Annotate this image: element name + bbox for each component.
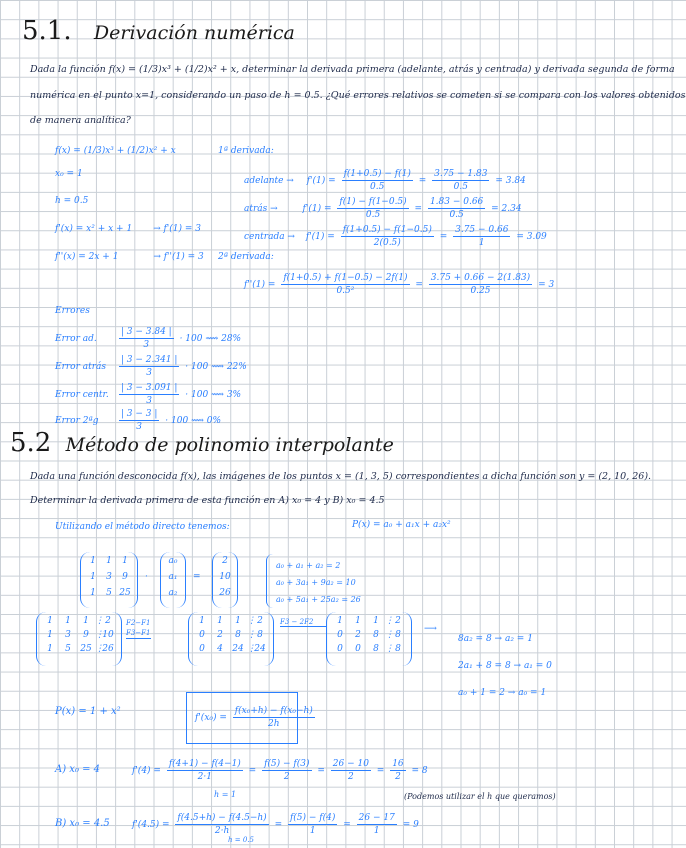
- part-a-den: 2·1: [197, 772, 212, 782]
- part-b-label: B) x₀ = 4.5: [55, 818, 110, 829]
- box-num: f(x₀+h) − f(x₀−h): [234, 706, 313, 716]
- function-def: f(x) = (1/3)x³ + (1/2)x² + x: [55, 146, 176, 156]
- matrix-cell: 1: [122, 556, 128, 566]
- augmented-matrix-1-grid: [189, 612, 273, 658]
- central-formula: [341, 224, 434, 249]
- part-b-sub-den: 1: [309, 826, 316, 836]
- part-b-result: = 9: [402, 820, 419, 830]
- part-a-sub2-den: 2: [347, 772, 354, 782]
- matrix-cell: 1: [217, 616, 223, 626]
- matrix-cell: 3: [106, 572, 112, 582]
- solution-step: 8a₂ = 8 → a₂ = 1: [458, 634, 533, 644]
- vector-cell: 10: [219, 572, 231, 582]
- part-a-lhs: f'(4) =: [132, 766, 161, 776]
- interpolating-polynomial: P(x) = 1 + x²: [55, 706, 121, 717]
- augmented-matrix-0-grid: [37, 612, 121, 658]
- equals-sign: =: [193, 572, 201, 582]
- part-a-sub2-num: 26 − 10: [332, 759, 369, 769]
- statement-line-1: Dada la función f(x) = (1/3)x³ + (1/2)x² + x, determinar la derivada primera (adelante, atrás y centrada) y derivada segunda de forma: [30, 64, 675, 75]
- part-b-lhs: f'(4.5) =: [132, 820, 170, 830]
- matrix-cell: 1: [235, 616, 241, 626]
- general-polynomial: P(x) = a₀ + a₁x + a₂x²: [352, 520, 451, 530]
- augmented-matrix-1: [188, 612, 274, 666]
- part-a-result: = 8: [411, 766, 428, 776]
- matrix-cell: 9: [83, 630, 89, 640]
- part-b-h: h = 0.5: [228, 836, 254, 844]
- backward-substitution: [428, 196, 485, 221]
- error-backward-den: 3: [146, 368, 153, 378]
- equation: a₀ + 5a₁ + 25a₂ = 26: [276, 595, 361, 604]
- matrix-cell: 1: [65, 616, 71, 626]
- section-number: 5.2: [10, 428, 52, 458]
- error-central-frac: [119, 382, 180, 407]
- matrix-cell: 2: [257, 616, 263, 626]
- augmented-separator: ⋮: [95, 644, 104, 654]
- section-title-text: Derivación numérica: [93, 22, 295, 44]
- backward-formula: [337, 196, 408, 221]
- central-formula-boxed: [195, 705, 318, 730]
- solution-step: a₀ + 1 = 2 → a₀ = 1: [458, 688, 547, 698]
- error-forward-label: Error ad.: [55, 334, 97, 344]
- central-formula-num: f(1+0.5) − f(1−0.5): [342, 225, 432, 235]
- part-b-sub2: [357, 812, 397, 837]
- part-b-formula: [175, 812, 268, 837]
- section-title-5-1: [22, 16, 295, 46]
- backward-label: atrás →: [244, 204, 278, 214]
- augmented-separator: ⋮: [95, 630, 104, 640]
- unknowns-vector-grid: [161, 552, 185, 602]
- forward-formula-den: 0.5: [370, 182, 385, 192]
- statement-line-3: de manera analítica?: [30, 115, 131, 126]
- error-forward-den: 3: [143, 340, 150, 350]
- error-central-num: | 3 − 3.091 |: [120, 383, 178, 393]
- central-difference: centrada → f'(1) = $\frac{f(1+0.5) - f(1-0.5)}{2(0.5)}$ = $\frac{3.75 - 0.66}{1}$ = 3.09: [244, 225, 547, 248]
- vector-cell: 2: [222, 556, 228, 566]
- box-frac: [233, 705, 315, 730]
- error-forward-frac: [119, 326, 174, 351]
- central-lhs: f'(1) =: [305, 232, 335, 242]
- values-vector-grid: [213, 552, 237, 602]
- augmented-matrix-2-grid: [327, 612, 411, 658]
- solution-steps: [458, 626, 552, 707]
- error-forward-num: | 3 − 3.84 |: [120, 327, 172, 337]
- second-formula: [281, 272, 409, 297]
- forward-label: adelante →: [244, 176, 294, 186]
- forward-formula: [342, 168, 413, 193]
- x0-value: x₀ = 1: [55, 169, 83, 179]
- matrix-cell: 3: [65, 630, 71, 640]
- row-operation-2-text: F3 − 2F2: [280, 618, 314, 626]
- error-backward-result: · 100 ⟿ 22%: [185, 362, 247, 372]
- matrix-cell: 8: [373, 644, 379, 654]
- values-vector: [212, 552, 238, 608]
- row-operation-1-text: F2−F1 F3−F1: [126, 619, 151, 637]
- matrix-cell: 8: [257, 630, 263, 640]
- second-substitution: [429, 272, 532, 297]
- solution-step: 2a₁ + 8 = 8 → a₁ = 0: [458, 661, 552, 671]
- unknowns-vector: [160, 552, 186, 608]
- part-b-computation: f'(4.5) = $\frac{f(4.5+h) - f(4.5-h)}{2\cdot h}$ = $\frac{f(5) - f(4)}{1}$ = $\frac{26 - 17}{1}$ = 9: [132, 813, 419, 836]
- forward-substitution: [432, 168, 489, 193]
- augmented-matrix-0: [36, 612, 122, 666]
- equation: a₀ + a₁ + a₂ = 2: [276, 561, 341, 570]
- error-central-label: Error centr.: [55, 390, 109, 400]
- augmented-separator: ⋮: [385, 630, 394, 640]
- augmented-separator: ⋮: [385, 616, 394, 626]
- central-formula-den: 2(0.5): [373, 238, 401, 248]
- second-derivative-label: 2ª derivada:: [218, 252, 274, 262]
- h-value: h = 0.5: [55, 196, 89, 206]
- matrix-cell: 1: [90, 572, 96, 582]
- backward-result: = 2.34: [491, 204, 522, 214]
- error-forward: [55, 326, 241, 351]
- matrix-cell: 24: [254, 644, 266, 654]
- part-a-sub: [262, 758, 311, 783]
- matrix-cell: 8: [395, 630, 401, 640]
- central-substitution: [453, 224, 510, 249]
- second-derivative: [55, 252, 204, 262]
- part-a-computation: f'(4) = $\frac{f(4+1) - f(4-1)}{2\cdot 1}$ = $\frac{f(5) - f(3)}{2}$ = $\frac{26 - 10}{2}$ = $\frac{16}{2}$ = 8: [132, 759, 428, 782]
- matrix-cell: 0: [199, 644, 205, 654]
- first-derivative: [55, 224, 201, 234]
- error-backward-num: | 3 − 2.341 |: [120, 355, 178, 365]
- matrix-cell: 1: [47, 630, 53, 640]
- backward-lhs: f'(1) =: [302, 204, 332, 214]
- forward-result: = 3.84: [495, 176, 526, 186]
- backward-sub-num: 1.83 − 0.66: [429, 197, 484, 207]
- forward-sub-den: 0.5: [453, 182, 468, 192]
- augmented-separator: ⋮: [247, 644, 256, 654]
- central-label: centrada →: [244, 232, 295, 242]
- forward-lhs: f'(1) =: [306, 176, 336, 186]
- error-backward-label: Error atrás: [55, 362, 107, 372]
- error-second-den: 3: [136, 422, 142, 432]
- error-forward-result: · 100 ⟿ 28%: [179, 334, 242, 344]
- error-second-label: Error 2ªg: [55, 416, 99, 426]
- matrix-cell: 1: [106, 556, 112, 566]
- matrix-cell: 1: [90, 588, 96, 598]
- augmented-separator: ⋮: [95, 616, 104, 626]
- second-formula-den: 0.5²: [336, 286, 355, 296]
- matrix-cell: 26: [102, 644, 114, 654]
- statement-line-1: Dada una función desconocida f(x), las imágenes de los puntos x = (1, 3, 5) correspondientes a dicha función son y = (2, 10, 26).: [30, 471, 652, 482]
- part-a-sub-den: 2: [283, 772, 290, 782]
- part-a-sub3: [390, 758, 405, 783]
- statement-line-2: Determinar la derivada primera de esta función en A) x₀ = 4 y B) x₀ = 4.5: [30, 495, 385, 506]
- coefficient-matrix: [80, 552, 138, 608]
- matrix-cell: 8: [373, 630, 379, 640]
- matrix-cell: 1: [83, 616, 89, 626]
- error-central-den: 3: [146, 396, 153, 406]
- matrix-cell: 1: [47, 616, 53, 626]
- error-backward: [55, 354, 247, 379]
- part-a-h: h = 1: [214, 790, 237, 799]
- matrix-cell: 25: [80, 644, 92, 654]
- part-a-sub3-num: 16: [392, 759, 404, 769]
- matrix-cell: 24: [232, 644, 244, 654]
- matrix-cell: 1: [337, 616, 343, 626]
- part-b-sub2-num: 26 − 17: [358, 813, 395, 823]
- part-a-formula: [167, 758, 243, 783]
- matrix-cell: 4: [217, 644, 223, 654]
- equation: a₀ + 3a₁ + 9a₂ = 10: [276, 578, 356, 587]
- vector-cell: 26: [219, 588, 231, 598]
- matrix-cell: 1: [47, 644, 53, 654]
- backward-sub-den: 0.5: [449, 210, 464, 220]
- matrix-cell: 5: [106, 588, 112, 598]
- error-second-result: · 100 ⟿ 0%: [165, 416, 222, 426]
- augmented-matrix-2: [326, 612, 412, 666]
- matrix-cell: 0: [337, 630, 343, 640]
- part-b-sub-num: f(5) − f(4): [289, 813, 336, 823]
- augmented-separator: ⋮: [385, 644, 394, 654]
- matrix-cell: 2: [217, 630, 223, 640]
- second-sub-num: 3.75 + 0.66 − 2(1.83): [430, 273, 531, 283]
- second-formula-num: f(1+0.5) + f(1−0.5) − 2f(1): [283, 273, 408, 283]
- row-operation-2: [280, 618, 327, 627]
- matrix-cell: 10: [102, 630, 114, 640]
- first-derivative-expr: f'(x) = x² + x + 1: [55, 224, 133, 234]
- central-result: = 3.09: [516, 232, 547, 242]
- implies-arrow: ⟶: [424, 624, 437, 634]
- part-a-label: A) x₀ = 4: [55, 764, 101, 775]
- part-a-note: (Podemos utilizar el h que queramos): [404, 792, 556, 801]
- part-b-den: 2·h: [214, 826, 230, 836]
- second-derivative-expr: f''(x) = 2x + 1: [55, 252, 119, 262]
- central-sub-den: 1: [478, 238, 485, 248]
- matrix-cell: 0: [337, 644, 343, 654]
- second-lhs: f''(1) =: [244, 280, 276, 290]
- dot-operator: ·: [145, 572, 148, 582]
- equation-system: [276, 557, 361, 608]
- vector-cell: a₀: [168, 556, 178, 566]
- central-formula-box: [186, 692, 313, 744]
- part-b-sub: [288, 812, 337, 837]
- part-b-num: f(4.5+h) − f(4.5−h): [177, 813, 267, 823]
- section-title-5-2: [10, 428, 394, 458]
- matrix-cell: 2: [105, 616, 111, 626]
- central-sub-num: 3.75 − 0.66: [455, 225, 509, 235]
- part-b-sub2-den: 1: [373, 826, 380, 836]
- error-backward-frac: [119, 354, 180, 379]
- forward-sub-num: 3.75 − 1.83: [434, 169, 488, 179]
- part-a-sub-num: f(5) − f(3): [264, 759, 310, 769]
- system-brace: [266, 554, 273, 608]
- forward-formula-num: f(1+0.5) − f(1): [343, 169, 411, 179]
- second-difference: f''(1) = $\frac{f(1+0.5) + f(1-0.5) - 2f(1)}{\text{0.5²}}$ = $\frac{3.75 + 0.66 - 2(1.83)}{0.25}$ = 3: [244, 273, 555, 296]
- error-second-num: | 3 − 3 |: [120, 409, 158, 419]
- matrix-cell: 1: [90, 556, 96, 566]
- matrix-cell: 2: [395, 616, 401, 626]
- matrix-cell: 2: [355, 630, 361, 640]
- error-central-result: · 100 ⟿ 3%: [185, 390, 242, 400]
- vector-cell: a₁: [168, 572, 178, 582]
- augmented-separator: ⋮: [247, 616, 256, 626]
- row-operation-1: [126, 618, 151, 639]
- matrix-cell: 0: [199, 630, 205, 640]
- vector-cell: a₂: [168, 588, 178, 598]
- section-title-text: Método de polinomio interpolante: [65, 434, 394, 456]
- matrix-cell: 25: [119, 588, 131, 598]
- forward-difference: adelante → f'(1) = $\frac{f(1+0.5) - f(1)}{0.5}$ = $\frac{3.75 - 1.83}{0.5}$ = 3.84: [244, 169, 526, 192]
- section-number: 5.1.: [22, 16, 72, 46]
- part-a-sub2: [331, 758, 371, 783]
- matrix-cell: 8: [395, 644, 401, 654]
- error-central: [55, 382, 241, 407]
- box-lhs: f'(x₀) =: [195, 713, 227, 723]
- errors-heading: Errores: [55, 306, 90, 316]
- matrix-cell: 0: [355, 644, 361, 654]
- matrix-cell: 9: [122, 572, 128, 582]
- matrix-cell: 8: [235, 630, 241, 640]
- matrix-cell: 1: [373, 616, 379, 626]
- second-result: = 3: [538, 280, 555, 290]
- statement-line-2: numérica en el punto x=1, considerando un paso de h = 0.5. ¿Qué errores relativos se cometen si se compara con los valores obtenidos: [30, 90, 686, 101]
- backward-difference: atrás → f'(1) = $\frac{f(1) - f(1-0.5)}{0.5}$ = $\frac{1.83 - 0.66}{0.5}$ = 2.34: [244, 197, 522, 220]
- backward-formula-den: 0.5: [365, 210, 381, 220]
- first-derivative-label: 1ª derivada:: [218, 146, 274, 156]
- matrix-cell: 5: [65, 644, 71, 654]
- box-den: 2h: [268, 719, 280, 729]
- method-label: Utilizando el método directo tenemos:: [55, 522, 230, 532]
- second-sub-den: 0.25: [470, 286, 491, 296]
- augmented-separator: ⋮: [247, 630, 256, 640]
- part-a-num: f(4+1) − f(4−1): [168, 759, 241, 769]
- matrix-cell: 1: [199, 616, 205, 626]
- matrix-cell: 1: [355, 616, 361, 626]
- backward-formula-num: f(1) − f(1−0.5): [339, 197, 407, 207]
- second-derivative-value: → f''(1) = 3: [153, 252, 204, 262]
- part-a-sub3-den: 2: [395, 772, 401, 782]
- first-derivative-value: → f'(1) = 3: [153, 224, 202, 234]
- coefficient-matrix-grid: [81, 552, 137, 602]
